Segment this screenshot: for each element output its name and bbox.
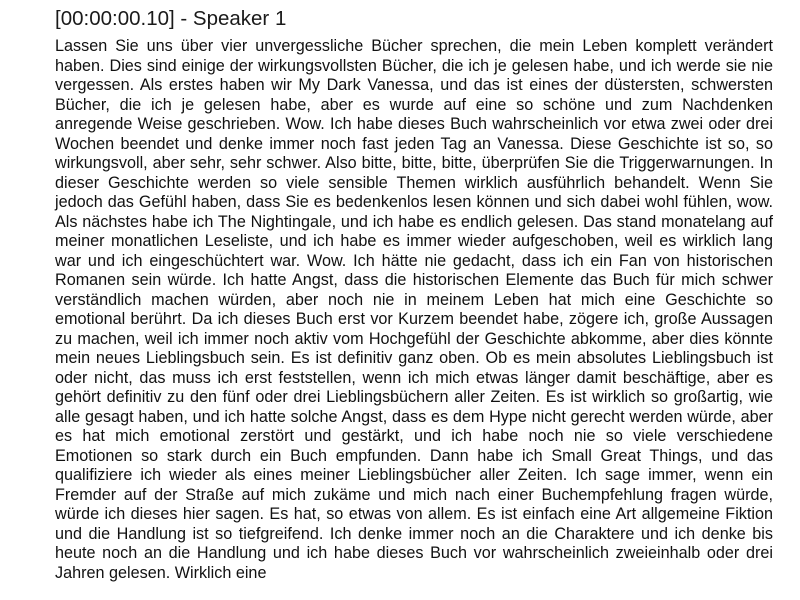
segment-header xyxy=(55,6,286,32)
segment-text: Lassen Sie uns über vier unvergessliche Bücher sprechen, die mein Leben komplett verändert haben. Dies sind einige der wirkungsvollsten Bücher, die ich je gelesen habe, und ich werde sie nie vergessen. Als erstes haben wir My Dark Vanessa, und das ist eines der düstersten, schwersten Bücher, die ich je gelesen habe, aber es wurde auf eine so schöne und zum Nachdenken anregende Weise geschrieben. Wow. Ich habe dieses Buch wahrscheinlich vor etwa zwei oder drei Wochen beendet und denke immer noch fast jeden Tag an Vanessa. Diese Geschichte ist so, so wirkungsvoll, aber sehr, sehr schwer. Also bitte, bitte, bitte, überprüfen Sie die Triggerwarnungen. In dieser Geschichte werden so viele sensible Themen wirklich ausführlich behandelt. Wenn Sie jedoch das Gefühl haben, dass Sie es bedenkenlos lesen können und sich dabei wohl fühlen, wow. Als nächstes habe ich The Nightingale, und ich habe es endlich gelesen. Das stand monatelang auf meiner monatlichen Leseliste, und ich habe es immer wieder aufgeschoben, weil es wirklich lang war und ich eingeschüchtert war. Wow. Ich hätte nie gedacht, dass ich ein Fan von historischen Romanen sein würde. Ich hatte Angst, dass die historischen Elemente das Buch für mich schwer verständlich machen würden, aber noch nie in meinem Leben hat mich eine Geschichte so emotional berührt. Da ich dieses Buch erst vor Kurzem beendet habe, zögere ich, große Aussagen zu machen, weil ich immer noch aktiv vom Hochgefühl der Geschichte abkomme, aber dies könnte mein neues Lieblingsbuch sein. Es ist definitiv ganz oben. Ob es mein absolutes Lieblingsbuch ist oder nicht, das muss ich erst feststellen, wenn ich mich etwas länger damit beschäftige, aber es gehört definitiv zu den fünf oder drei Lieblingsbüchern aller Zeiten. Es ist wirklich so großartig, wie alle gesagt haben, und ich hatte solche Angst, dass es dem Hype nicht gerecht werden würde, aber es hat mich emotional zerstört und gestärkt, und ich habe noch nie so viele verschiedene Emotionen so stark durch ein Buch empfunden. Dann habe ich Small Great Things, und das qualifiziere ich wieder als eines meiner Lieblingsbücher aller Zeiten. Ich sage immer, wenn ein Fremder auf der Straße auf mich zukäme und mich nach einer Buchempfehlung fragen würde, würde ich dieses hier sagen. Es hat, so etwas von allem. Es ist einfach eine Art allgemeine Fiktion und die Handlung ist so tiefgreifend. Ich denke immer noch an die Charaktere und ich denke bis heute noch an die Handlung und ich habe dieses Buch vor wahrscheinlich zweieinhalb oder drei Jahren gelesen. Wirklich eine xyxy=(55,37,773,582)
segment-timestamp: [00:00:00.10] xyxy=(55,7,175,30)
segment-separator: - xyxy=(174,7,193,30)
segment-speaker: Speaker 1 xyxy=(192,7,287,30)
